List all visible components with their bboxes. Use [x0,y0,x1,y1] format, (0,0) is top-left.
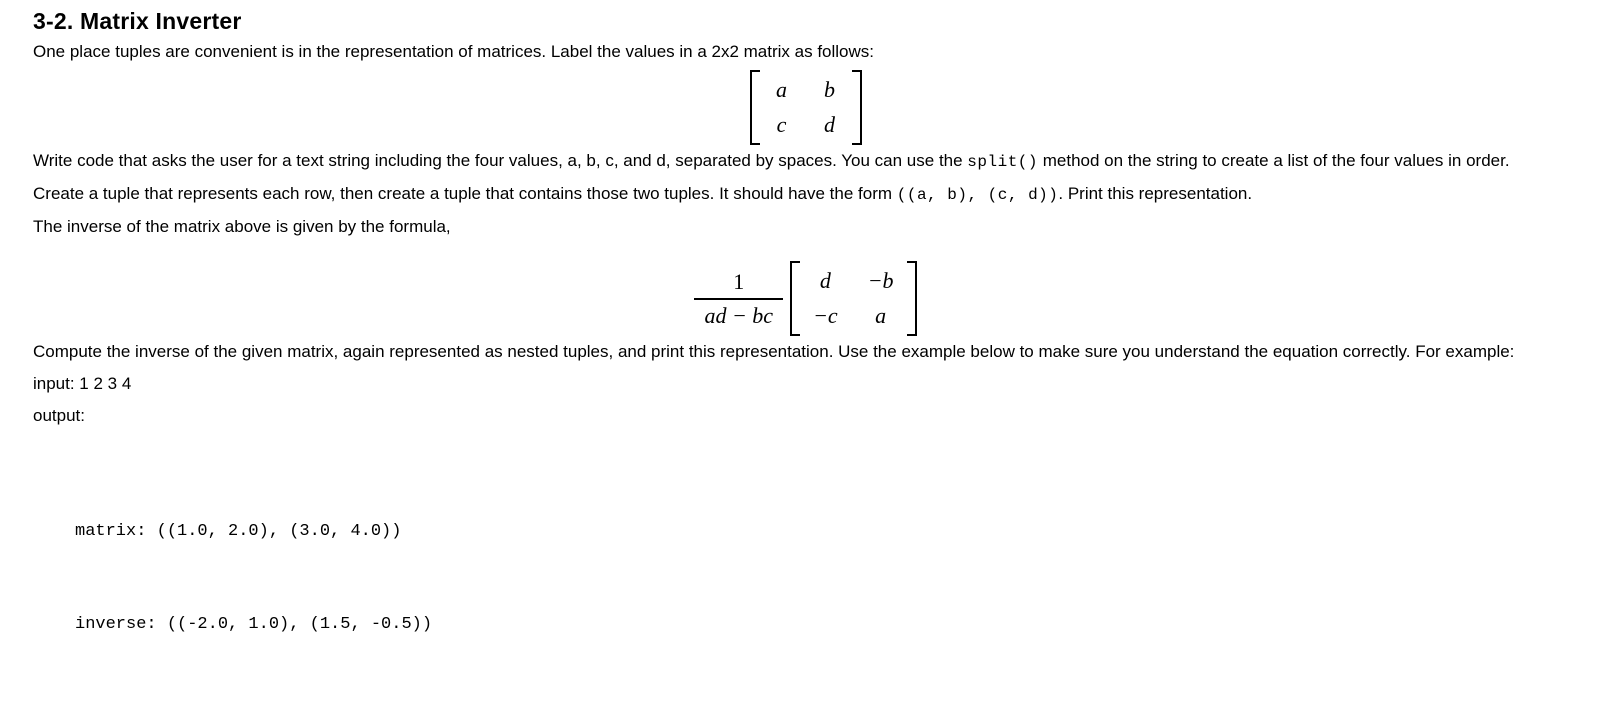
inverse-matrix-cells [800,261,906,336]
create-tuple-text-before: Create a tuple that represents each row, then create a tuple that contains those two tuples. It should have the form [33,184,897,203]
input-example-line: input: 1 2 3 4 [33,374,132,393]
fraction-denominator: ad − bc [694,298,783,329]
matrix-abcd-cells [760,70,852,145]
matrix-left-bracket [750,70,760,145]
matrix-abcd [750,70,862,145]
matrix-right-bracket [852,70,862,145]
inverse-matrix [790,261,916,336]
write-code-paragraph [33,145,1578,178]
split-method-code: split() [967,153,1039,171]
tuple-form-code: ((a, b), (c, d)) [896,186,1059,204]
matrix-cell-b: b [824,77,835,102]
inverse-intro-paragraph: The inverse of the matrix above is given by the formula, [33,217,451,236]
output-label-line: output: [33,406,85,425]
inverse-cell-neg-b: −b [867,268,894,293]
inverse-cell-d: d [819,268,831,293]
output-inverse-line: inverse: ((-2.0, 1.0), (1.5, -0.5)) [75,615,433,634]
create-tuple-text-after: . Print this representation. [1058,184,1253,203]
inverse-fraction [694,269,783,329]
fraction-numerator: 1 [733,268,745,294]
inverse-cell-neg-c: −c [813,303,838,328]
matrix-cell-d: d [824,112,835,137]
write-code-text-before: Write code that asks the user for a text string including the four values, a, b, c, and d, separated by spaces. You can use the [33,151,968,170]
inverse-cell-a: a [875,303,887,328]
inverse-matrix-left-bracket [790,261,800,336]
inverse-formula-display [33,261,1578,336]
intro-paragraph: One place tuples are convenient is in the representation of matrices. Label the values in a 2x2 matrix as follows: [33,42,875,61]
example-output-block [75,454,1578,702]
matrix-cell-c: c [776,112,787,137]
create-tuple-paragraph [33,178,1578,211]
output-matrix-line: matrix: ((1.0, 2.0), (3.0, 4.0)) [75,522,402,541]
inverse-matrix-right-bracket [907,261,917,336]
matrix-cell-a: a [776,77,787,102]
matrix-abcd-display [33,70,1578,145]
page-title: 3-2. Matrix Inverter [33,8,242,34]
write-code-text-after: method on the string to create a list of the four values in order. [1038,151,1510,170]
compute-paragraph: Compute the inverse of the given matrix, again represented as nested tuples, and print this representation. Use the example below to make sure you understand the equation correctly. For example: [33,342,1515,361]
